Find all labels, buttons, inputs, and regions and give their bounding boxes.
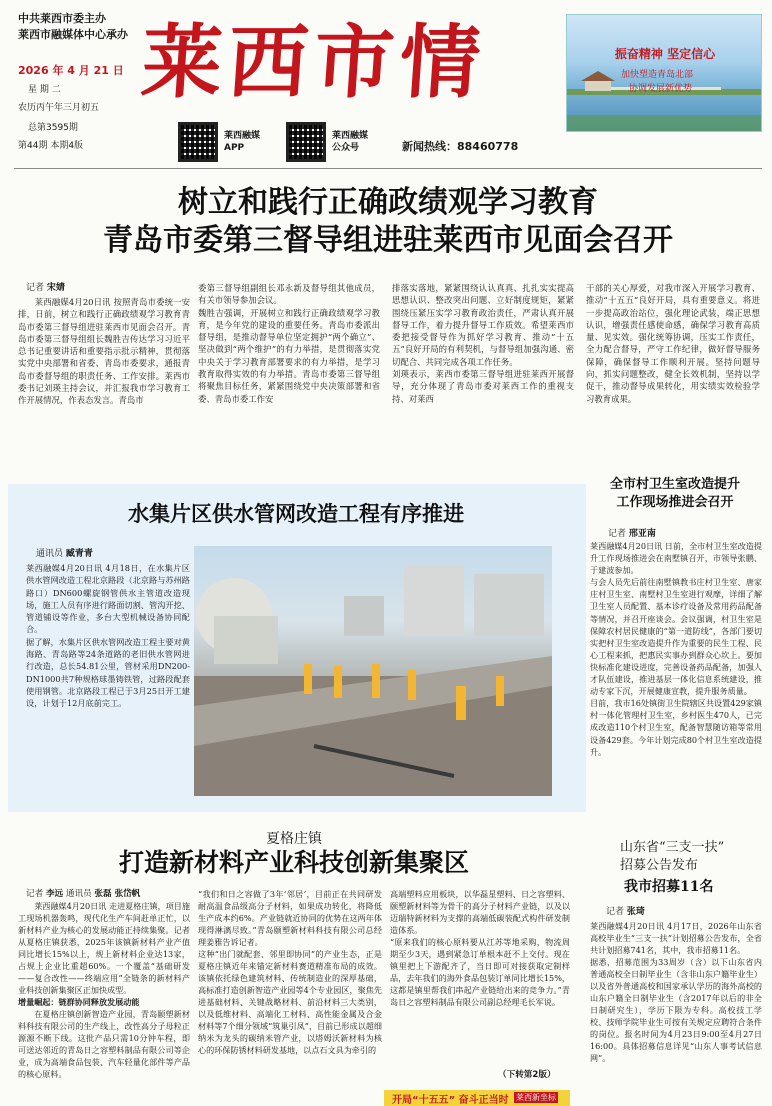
qr-code-wechat (286, 122, 326, 162)
qr-label-app: 莱西融媒 APP (224, 131, 261, 153)
masthead-banner-photo (566, 14, 762, 132)
recruit-title-line-2: 招募公告发布 (620, 858, 699, 873)
bottom-banner-text: 开局“十五五” 奋斗正当时 (392, 1095, 509, 1106)
clinic-title-line-2: 工作现场推进会召开 (616, 495, 734, 510)
clinic-text: 莱西融媒4月20日讯 日前，全市村卫生室改造提升工作现场推进会在南墅镇召开，市领导张鹏、于建波参加。 与会人员先后前往南墅镇教书庄村卫生室、唐家庄村卫生室、南墅村卫生室进行观摩，详细了解卫生室人员配置、基本诊疗设备及常用药品配备等情况，并召开座谈会。会议强调，村卫生室是保障农村居民健康的“第一道防线”，各部门要切实把村卫生室改造提升作为重要的民生工程、民心工程来抓，把惠民实事办到群众心坎上。要加快标准化建设进度，完善设备药品配备，加强人才队伍建设，推进基层一体化信息系统建设，推动专家下沉，开展健康宣教，提升服务质量。 目前，我市16处镇街卫生院辖区共设置429家镇村一体化管理村卫生室，乡村医生470人，已完成改造110个村卫生室，配备智慧随访箱等常用设备429套。今年计划完成80个村卫生室改造提升。 (590, 541, 762, 757)
qr-label-wechat: 莱西融媒 公众号 (332, 131, 369, 153)
construction-scene-icon (194, 546, 552, 796)
clinic-byline: 记者 邢亚南 (608, 529, 656, 539)
banner-subtitle-2: 协调发展新优势 (629, 84, 693, 94)
lead-byline: 记者 宋婧 (26, 283, 65, 293)
water-text: 莱西融媒4月20日讯 4月18日，在水集片区供水管网改造工程北京路段（北京路与苏州路路口）DN600螺旋钢管供水主管道改造现场，施工人员有序进行路面切割、管沟开挖、管道铺设等作业，多台大型机械设备协同配合。 据了解，水集片区供水管网改造工程主要对黄海路、青岛路等24条道路的老旧供水管网进行改造，总长54.81公里，管材采用DN200-DN1000共7种规格球墨铸铁管，过路段配套使用钢管。北京路段工程已于3月25日开工建设，计划于12月底前完工。 (26, 563, 190, 709)
sponsor-1: 中共莱西市委主办 (18, 12, 106, 25)
bottom-banner (384, 1090, 570, 1106)
banner-subtitle-1: 加快塑造青岛北部 (621, 70, 694, 80)
xiage-kicker: 夏格庄镇 (266, 831, 322, 847)
continued-on-page-2: （下转第2版） (498, 1070, 556, 1080)
masthead (0, 0, 772, 168)
xiage-column-2: “我们和日之容做了3年‘邻居’，目前正在共同研发耐高温食品级高分子材料，如果成功转化，将降低生产成本约6%。产业链就近协同的优势在这两年体现得淋漓尽致。”青岛颐塑新材料科技有限公司总经理姜雅告诉记者。 这种“出门就配套、邻里即协同”的产业生态，正是夏格庄镇近年来锚定新材料赛道精准布局的成效。该镇依托绿色建筑材料、传统制造业的深厚基础，高标准打造创新智造产业园等4个专业园区，聚焦先进基础材料、关键战略材料、前沿材料三大类别，以及低维材料、高端化工材料、高性能金属及合金材料等7个细分领域“筑巢引凤”，目前已形成以超细纳米为龙头的碳纳米管产业，以塔姆沃新材料为核心的环保防锈材料研发基地，以点石文具为牵引的 (198, 889, 382, 1055)
water-byline: 通讯员 臧青青 (36, 549, 93, 559)
xiage-column-3: 高端塑料应用板块，以华磊星塑料、日之容塑料、颐塑新材料等为骨干的高分子材料产业链，以及以迈瑞特新材料为支撑的高端低碳装配式构件研发制造体系。 “原来我们的核心原料要从江苏等地采购，物流周期至少3天，遇到紧急订单根本赶不上交付。现在镇里把上下游配齐了，当日即可对接获取定制样品，去年我们的海外食品包装订单同比增长15%，这都是镇里帮我们串起产业链给出来的竞争力。”青岛日之容塑料制品有限公司副总经理毛长军说。 (390, 889, 570, 1007)
lead-column-1: 莱西融媒4月20日讯 按照青岛市委统一安排，日前，树立和践行正确政绩观学习教育青岛市委第三督导组进驻莱西市见面会召开。青岛市委第三督导组组长魏胜吉传达学习习近平总书记重要讲话和重要指示批示精神，贯彻落实党中央部署和省委、青岛市委要求，通报青岛市委督导组的职责任务、工作安排。莱西市委书记刘瑛主持会议，并汇报我市学习教育工作开展情况，作表态发言。青岛市 (18, 297, 190, 406)
lunar-date: 农历丙午年三月初五 (18, 103, 100, 113)
date: 2026 年 4 月 21 日 (18, 64, 124, 77)
newspaper-title: 莱西市情 (138, 15, 490, 109)
xiage-column-1: 莱西融媒4月20日讯 走进夏格庄镇，项目施工现场机器轰鸣，现代化生产车间赶单正忙，以新材料产业为核心的发展动能正持续集聚。记者从夏格庄镇获悉，2025年该镇新材料产业产值同比增长15%以上，规上新材料企业达13家，占规上企业比重超60%。一个覆盖“基础研发——复合改性——终端应用”全链条的新材料产业科技创新集聚区正加快成型。 增量崛起：链群协同释放发展动能 在夏格庄镇创新智造产业园，青岛颐塑新材料科技有限公司的生产线上，改性高分子母粒正源源不断下线。这批产品只需10分钟车程，即可送达邻近的青岛日之容塑料制品有限公司等企业，成为高端食品包装、汽车轻量化部件等产品的核心原料。 (18, 901, 190, 1079)
recruit-text: 莱西融媒4月20日讯 4月17日，2026年山东省高校毕业生“三支一扶”计划招募公告发布，全省共计划招募741名，其中，我市招募11名。 据悉，招募范围为33周岁（含）以下山东省内普通高校全日制毕业生（含非山东户籍毕业生）以及省外普通高校和国家承认学历的海外高校的山东户籍全日制毕业生（含2017年以后的非全日制研究生），学历下限为专科。高校技工学校、技师学院毕业生可按有关规定应聘符合条件的岗位。报名时间为4月23日9:00至4月27日16:00。具体招募信息详见“山东人事考试信息网”。 (590, 921, 762, 1063)
xiage-title: 打造新材料产业科技创新集聚区 (118, 848, 469, 877)
clinic-title-line-1: 全市村卫生室改造提升 (609, 477, 740, 492)
xiage-byline: 记者 李远 通讯员 张磊 张岱帆 (26, 889, 141, 899)
issue-number: 第44期 本期4版 (18, 141, 84, 151)
lead-column-2: 委第三督导组副组长邓永新及督导组其他成员，有关市领导参加会议。 魏胜吉强调，开展树立和践行正确政绩观学习教育，是今年党的建设的重要任务。青岛市委派出督导组，是推动督导单位坚定拥护“两个确立”、坚决做到“两个维护”的有力举措，是贯彻落实党中央关于学习教育部署要求的有力举措，是学习教育取得实效的有力举措。青岛市委第三督导组将聚焦目标任务，紧紧围绕党中央决策部署和省委、青岛市委工作安 (198, 283, 380, 404)
lead-title-line-2: 青岛市委第三督导组进驻莱西市见面会召开 (103, 223, 673, 258)
sponsor-2: 莱西市融媒体中心承办 (18, 28, 128, 41)
banner-title: 振奋精神 坚定信心 (614, 47, 716, 61)
lead-title-line-1: 树立和践行正确政绩观学习教育 (178, 185, 598, 220)
weekday: 星 期 二 (28, 85, 61, 95)
masthead-divider (14, 168, 762, 169)
recruit-byline: 记者 张琦 (606, 907, 645, 917)
construction-photo (194, 546, 552, 796)
lead-column-4: 干部的关心厚爱，对我市深入开展学习教育、推动“十五五”良好开局，具有重要意义。将进一步提高政治站位，强化理论武装，端正思想认识，增强责任感使命感，确保学习教育高质量、见实效。强化统筹协调，压实工作责任，全力配合督导，严守工作纪律，做好督导服务保障，确保督导工作顺利开展。坚持问题导向，抓实问题整改，健全长效机制，坚持以学促干，推动督导成果转化，用实绩实效检验学习教育成果。 (586, 283, 760, 404)
lead-column-3: 排落实落地，紧紧围绕认认真真、扎扎实实提高思想认识、整改突出问题、立好制度规矩，紧紧围绕压紧压实学习教育政治责任，严肃认真开展督导工作，着力提升督导工作质效。希望莱西市委把接受督导作为抓好学习教育、推动“十五五”良好开局的有利契机，与督导组加强沟通、密切配合、共同完成各项工作任务。 刘瑛表示，莱西市委第三督导组进驻莱西开展督导，充分体现了青岛市委对莱西工作的重视支持、对莱西 (392, 283, 574, 404)
bottom-banner-tag: 莱西新坐标 (516, 1093, 556, 1102)
total-issue: 总第3595期 (28, 123, 78, 133)
news-hotline: 新闻热线：88460778 (402, 140, 519, 153)
water-title: 水集片区供水管网改造工程有序推进 (128, 501, 464, 526)
recruit-title-line-1: 山东省“三支一扶” (620, 840, 725, 855)
qr-code-app (178, 122, 218, 162)
recruit-title-line-3: 我市招募11名 (624, 879, 714, 895)
